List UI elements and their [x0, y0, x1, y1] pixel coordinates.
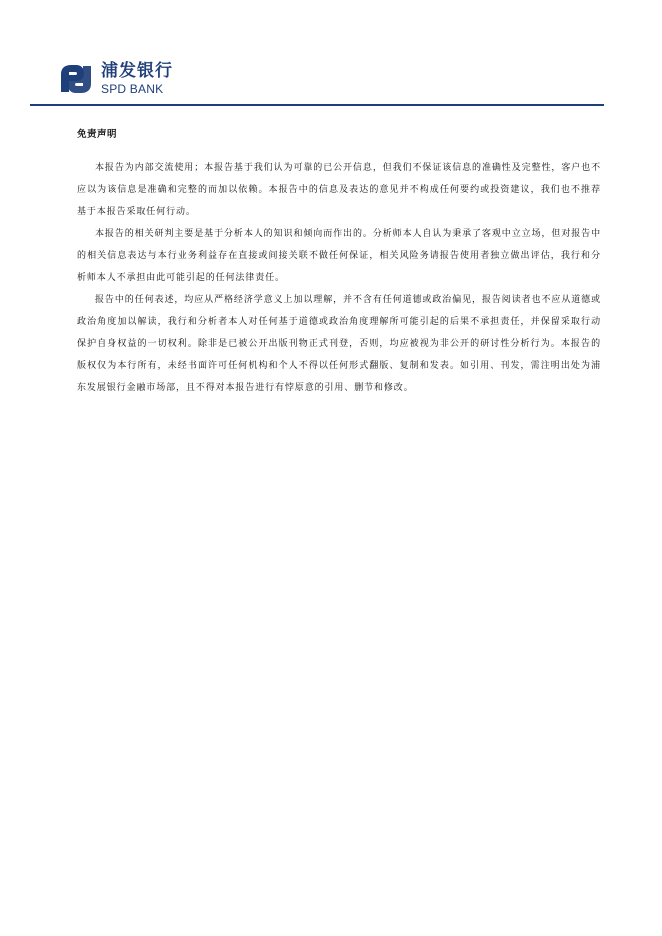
page-header [0, 0, 662, 106]
brand-wordmark [101, 63, 173, 95]
brand-logo [57, 62, 173, 96]
brand-name-cn: 浦发银行 [101, 61, 173, 81]
brand-name-en: SPD BANK [101, 82, 164, 96]
spd-bank-logo-icon [57, 62, 95, 96]
disclaimer-paragraph: 本报告的相关研判主要是基于分析本人的知识和倾向而作出的。分析师本人自认为秉承了客观中立立场，但对报告中的相关信息表达与本行业务利益存在直接或间接关联不做任何保证，相关风险务请报告使用者独立做出评估，我行和分析师本人不承担由此可能引起的任何法律责任。 [77, 229, 601, 283]
disclaimer-title: 免责声明 [77, 129, 118, 140]
disclaimer-paragraph: 报告中的任何表述，均应从严格经济学意义上加以理解，并不含有任何道德或政治偏见，报告阅读者也不应从道德或政治角度加以解读，我行和分析者本人对任何基于道德或政治角度理解所可能引起的后果不承担责任，并保留采取行动保护自身权益的一切权利。除非是已被公开出版刊物正式刊登，否则，均应被视为非公开的研讨性分析行为。本报告的版权仅为本行所有，未经书面许可任何机构和个人不得以任何形式翻版、复制和发表。如引用、刊发，需注明出处为浦东发展银行金融市场部，且不得对本报告进行有悖原意的引用、删节和修改。 [77, 295, 601, 393]
disclaimer-paragraph: 本报告为内部交流使用；本报告基于我们认为可靠的已公开信息，但我们不保证该信息的准确性及完整性，客户也不应以为该信息是准确和完整的而加以依赖。本报告中的信息及表达的意见并不构成任何要约或投资建议，我们也不推荐基于本报告采取任何行动。 [77, 163, 601, 217]
disclaimer-section [77, 126, 601, 399]
header-divider [30, 104, 604, 106]
